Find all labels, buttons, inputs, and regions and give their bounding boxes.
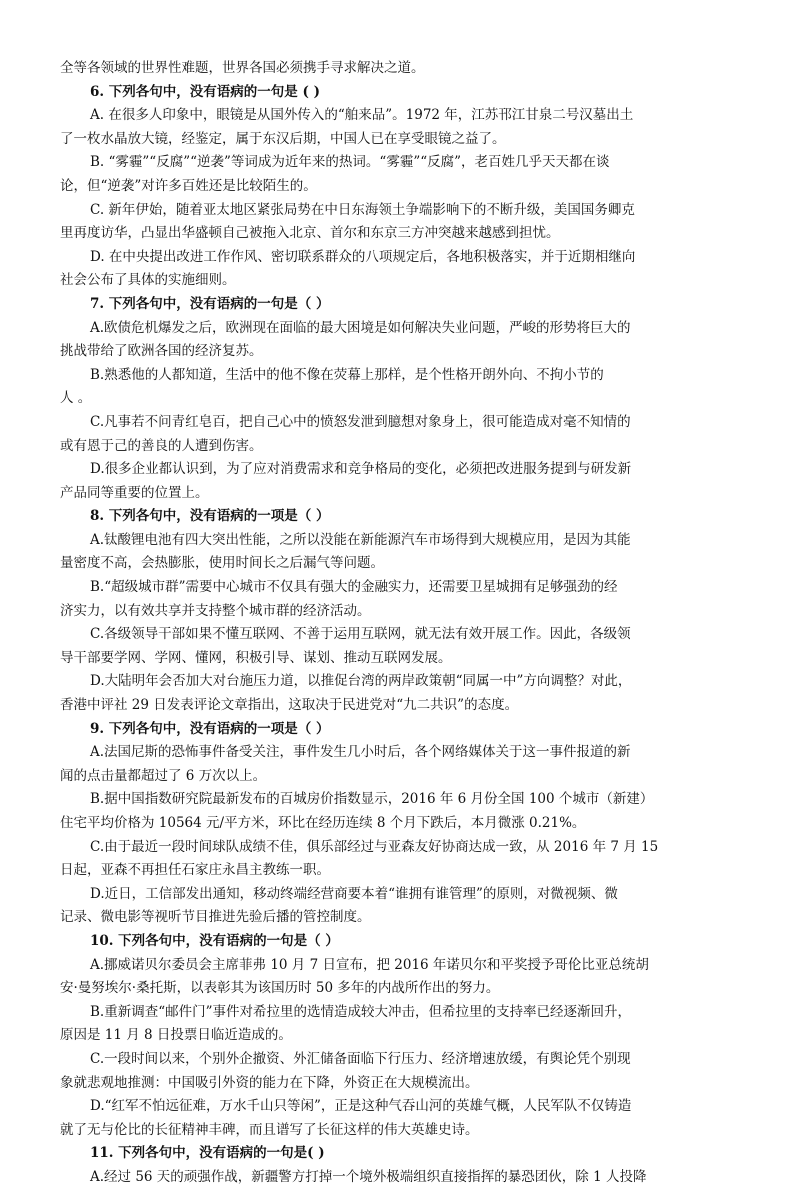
option-line: B.据中国指数研究院最新发布的百城房价指数显示，2016 年 6 月份全国 100 个城市（新建）	[90, 791, 654, 808]
option-line: B.重新调查“邮件门”事件对希拉里的选情造成较大冲击，但希拉里的支持率已经逐渐回升，	[90, 1003, 632, 1020]
text-line: 人 。	[60, 390, 92, 407]
option-line: D.“红军不怕远征难，万水千山只等闲”，正是这种气吞山河的英雄气概，人民军队不仅铸造	[90, 1098, 632, 1115]
option-line: A.经过 56 天的顽强作战，新疆警方打掉一个境外极端组织直接指挥的暴恐团伙，除 1 人投降	[90, 1168, 647, 1185]
page-content	[60, 57, 736, 1190]
text-line: 安·曼努埃尔·桑托斯，以表彰其为该国历时 50 多年的内战所作出的努力。	[60, 980, 500, 997]
text-line: 量密度不高，会热膨胀，使用时间长之后漏气等问题。	[60, 555, 384, 572]
option-line: D. 在中央提出改进工作作风、密切联系群众的八项规定后，各地积极落实，并于近期相继向	[90, 248, 636, 265]
option-line: A.挪威诺贝尔委员会主席菲弗 10 月 7 日宣布，把 2016 年诺贝尔和平奖授予哥伦比亚总统胡	[90, 956, 649, 973]
option-line: A. 在很多人印象中，眼镜是从国外传入的“舶来品”。1972 年，江苏邗江甘泉二号汉墓出土	[90, 107, 634, 124]
text-line: 就了无与伦比的长征精神丰碑，而且谱写了长征这样的伟大英雄史诗。	[60, 1121, 479, 1138]
option-line: D.大陆明年会否加大对台施压力道，以推促台湾的两岸政策朝“同属一中”方向调整？对此，	[90, 673, 632, 690]
text-line: 日起，亚森不再担任石家庄永昌主教练一职。	[60, 862, 330, 879]
option-line: C.一段时间以来，个别外企撤资、外汇储备面临下行压力、经济增速放缓，有舆论凭个别现	[90, 1050, 631, 1067]
text-line: 产品同等重要的位置上。	[60, 484, 209, 501]
option-line: B. “雾霾”“反腐”“逆袭”等词成为近年来的热词。“雾霾”“反腐”，老百姓几乎天天都在谈	[90, 154, 610, 171]
question-heading: 8. 下列各句中，没有语病的一项是（ ）	[90, 508, 330, 525]
text-line: 里再度访华，凸显出华盛顿自己被拖入北京、首尔和东京三方冲突越来越感到担忧。	[60, 225, 560, 242]
option-line: D.很多企业都认识到，为了应对消费需求和竞争格局的变化，必须把改进服务提到与研发新	[90, 461, 632, 478]
option-line: A.法国尼斯的恐怖事件备受关注，事件发生几小时后，各个网络媒体关于这一事件报道的新	[90, 744, 631, 761]
text-line: 或有恩于己的善良的人遭到伤害。	[60, 437, 263, 454]
option-line: B.熟悉他的人都知道，生活中的他不像在荧幕上那样，是个性格开朗外向、不拘小节的	[90, 366, 604, 383]
question-heading: 7. 下列各句中，没有语病的一句是（ ）	[90, 295, 330, 312]
option-line: C.由于最近一段时间球队成绩不佳，俱乐部经过与亚森友好协商达成一致，从 2016 年 7 月 15	[90, 838, 659, 855]
text-line: 济实力，以有效共享并支持整个城市群的经济活动。	[60, 602, 371, 619]
option-line: C.凡事若不问青红皂百，把自己心中的愤怒发泄到臆想对象身上，很可能造成对毫不知情的	[90, 413, 631, 430]
text-line: 论，但“逆袭”对许多百姓还是比较陌生的。	[60, 177, 317, 194]
option-line: C.各级领导干部如果不懂互联网、不善于运用互联网，就无法有效开展工作。因此，各级领	[90, 626, 631, 643]
text-line: 社会公布了具体的实施细则。	[60, 272, 236, 289]
text-line: 住宅平均价格为 10564 元/平方米，环比在经历连续 8 个月下跌后，本月微涨 0.21%。	[60, 815, 586, 831]
text-line: 挑战带给了欧洲各国的经济复苏。	[60, 343, 263, 360]
question-heading: 9. 下列各句中，没有语病的一项是（ ）	[90, 720, 330, 737]
question-heading: 11. 下列各句中，没有语病的一句是( )	[90, 1145, 325, 1162]
option-line: A.欧债危机爆发之后，欧洲现在面临的最大困境是如何解决失业问题，严峻的形势将巨大的	[90, 319, 631, 336]
question-heading: 6. 下列各句中，没有语病的一句是 ( )	[90, 83, 320, 100]
option-line: B.“超级城市群”需要中心城市不仅具有强大的金融实力，还需要卫星城拥有足够强劲的经	[90, 579, 618, 596]
question-heading: 10. 下列各句中，没有语病的一句是（ ）	[90, 932, 339, 949]
text-line: 了一枚水晶放大镜，经鉴定，属于东汉后期，中国人已在享受眼镜之益了。	[60, 130, 506, 147]
text-line: 全等各领域的世界性难题，世界各国必须携手寻求解决之道。	[60, 60, 425, 76]
text-line: 香港中评社 29 日发表评论文章指出，这取决于民进党对“九二共识”的态度。	[60, 697, 519, 714]
text-line: 闻的点击量都超过了 6 万次以上。	[60, 767, 267, 784]
text-line: 导干部要学网、学网、懂网，积极引导、谋划、推动互联网发展。	[60, 649, 452, 666]
text-line: 象就悲观地推测：中国吸引外资的能力在下降，外资正在大规模流出。	[60, 1074, 479, 1091]
option-line: D.近日，工信部发出通知，移动终端经营商要本着“谁拥有谁管理”的原则，对微视频、微	[90, 885, 618, 902]
text-line: 原因是 11 月 8 日投票日临近造成的。	[60, 1027, 292, 1044]
option-line: C. 新年伊始，随着亚太地区紧张局势在中日东海领土争端影响下的不断升级，美国国务卿克	[90, 201, 635, 218]
text-line: 记录、微电影等视听节目推进先验后播的管控制度。	[60, 909, 371, 926]
option-line: A.钛酸锂电池有四大突出性能，之所以没能在新能源汽车市场得到大规模应用，是因为其能	[90, 531, 631, 548]
